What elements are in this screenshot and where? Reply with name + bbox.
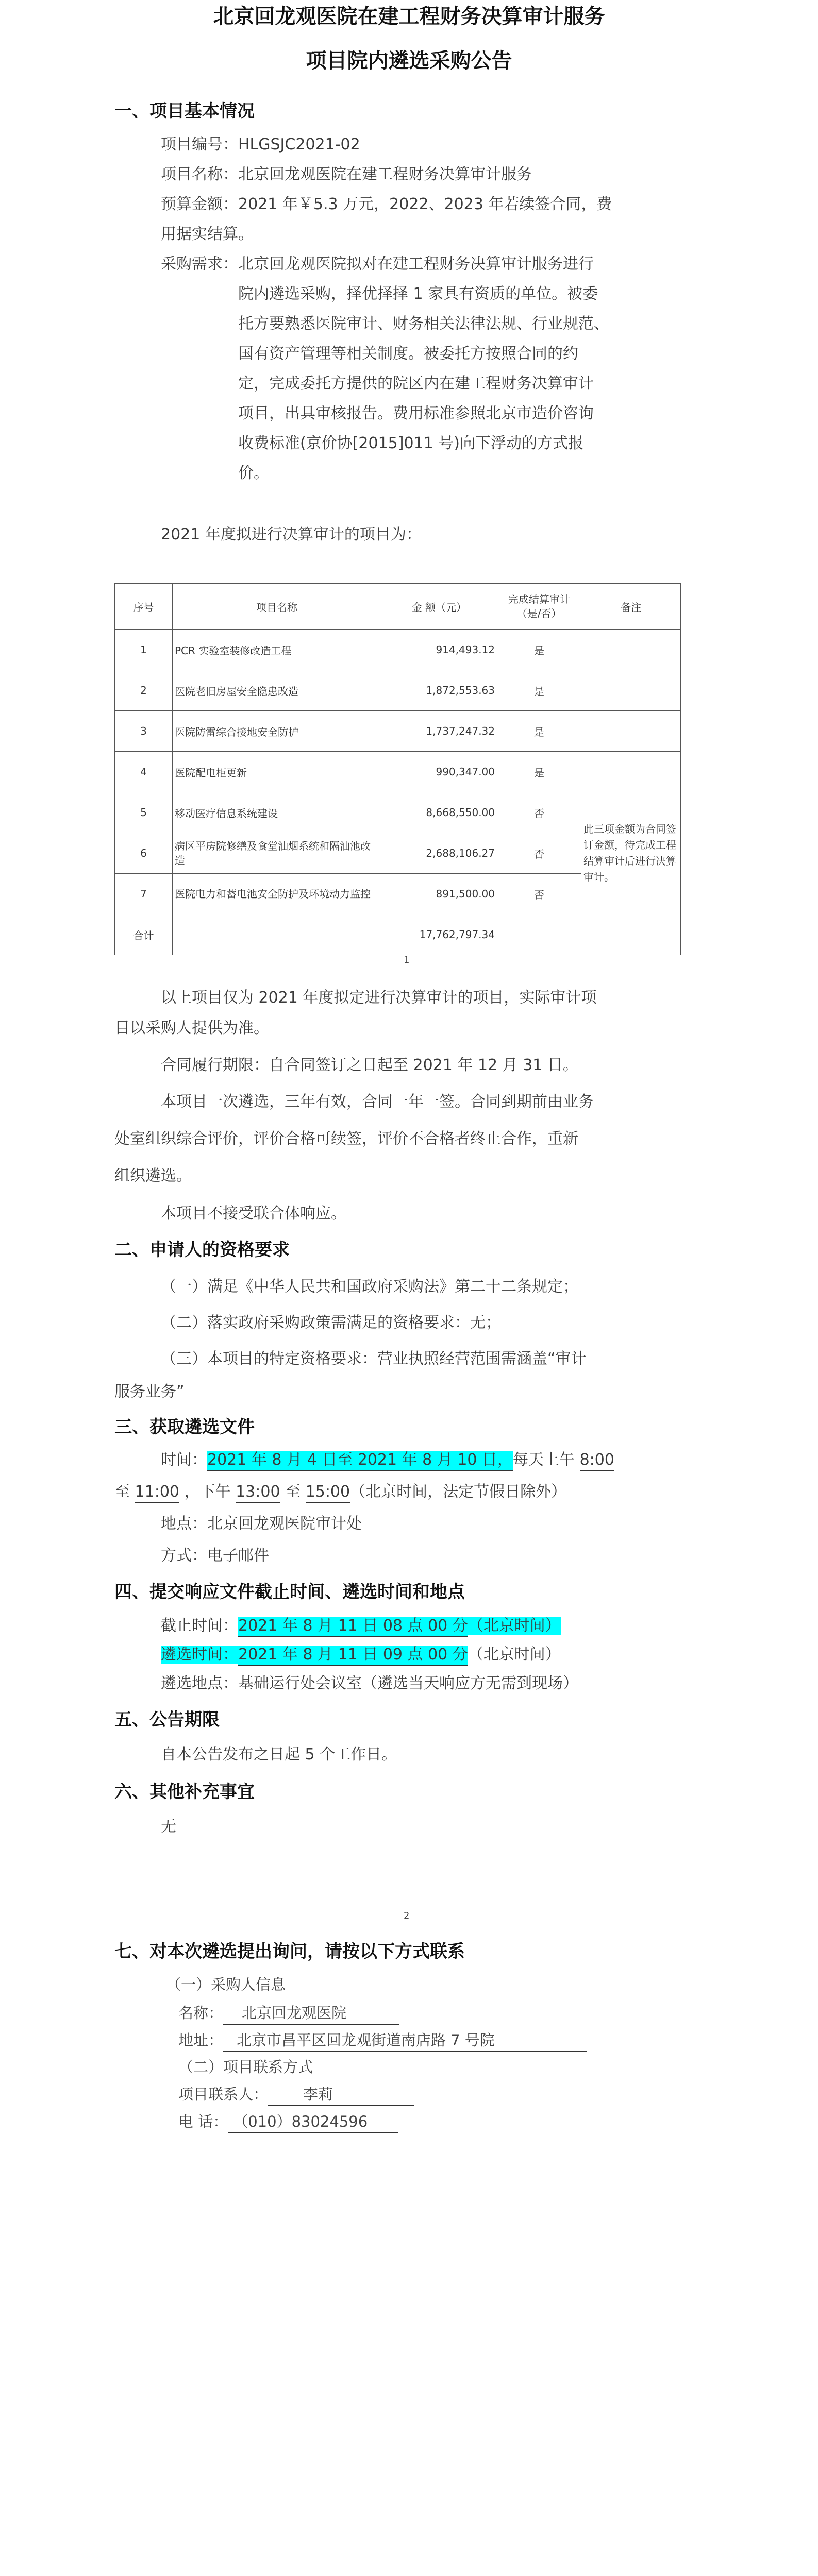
acquire-time-line-2: [114, 1479, 566, 1501]
section5-heading: 五、公告期限: [114, 1709, 220, 1730]
time-1500: 15:00: [306, 1483, 350, 1503]
row-done: 是: [497, 711, 581, 752]
row-name: 医院电力和蓄电池安全防护及环境动力监控: [173, 874, 381, 914]
row-name: 病区平房院修缮及食堂油烟系统和隔油池改造: [173, 833, 381, 874]
page-number: 2: [404, 1910, 410, 1921]
row-name: 移动医疗信息系统建设: [173, 792, 381, 833]
row-no: 5: [115, 792, 173, 833]
contact-person-label: 项目联系人：: [178, 2086, 269, 2103]
row-amount: 891,500.00: [381, 874, 497, 914]
row-no: 1: [115, 630, 173, 670]
contact-phone-label: 电 话：: [178, 2113, 228, 2130]
table-row: [115, 711, 681, 752]
row-done: 是: [497, 670, 581, 711]
section7-heading: 七、对本次遴选提出询问，请按以下方式联系: [114, 1941, 465, 1962]
section4-heading: 四、提交响应文件截止时间、遴选时间和地点: [114, 1582, 465, 1602]
select-label: 遴选时间：: [161, 1646, 238, 1664]
time-1300: 13:00: [236, 1483, 280, 1503]
qualification-1: （一）满足《中华人民共和国政府采购法》第二十二条规定；: [161, 1278, 578, 1296]
row-note: 此三项金额为合同签订金额，待完成工程结算审计后进行决算审计。: [581, 792, 681, 914]
table-intro: 2021 年度拟进行决算审计的项目为：: [161, 526, 422, 544]
time-to-2: 至: [280, 1483, 306, 1501]
budget-line-2: 用据实结算。: [161, 225, 254, 243]
row-note-empty: [581, 711, 681, 752]
demand-line-6: 项目，出具审核报告。费用标准参照北京市造价咨询: [238, 404, 594, 422]
announcement-period: 自本公告发布之日起 5 个工作日。: [161, 1745, 397, 1764]
row-done: 否: [497, 874, 581, 914]
time-1100: 11:00: [135, 1483, 179, 1503]
time-note: （北京时间，法定节假日除外）: [350, 1483, 567, 1501]
project-number: 项目编号：HLGSJC2021-02: [161, 135, 360, 154]
header-amount: 金 额（元）: [381, 584, 497, 630]
total-done-empty: [497, 914, 581, 955]
selection-line-1: 本项目一次遴选，三年有效，合同一年一签。合同到期前由业务: [161, 1093, 594, 1111]
table-row: [115, 670, 681, 711]
row-done: 是: [497, 630, 581, 670]
row-amount: 914,493.12: [381, 630, 497, 670]
row-amount: 990,347.00: [381, 752, 497, 792]
demand-line-8: 价。: [238, 464, 269, 482]
selection-line-3: 组织遴选。: [114, 1167, 192, 1185]
row-amount: 2,688,106.27: [381, 833, 497, 874]
audit-projects-table: [114, 583, 681, 955]
total-label: 合计: [115, 914, 173, 955]
row-no: 6: [115, 833, 173, 874]
select-tz: （北京时间）: [468, 1646, 561, 1664]
deadline-tz: （北京时间）: [468, 1617, 561, 1635]
demand-line-3: 托方要熟悉医院审计、财务相关法律法规、行业规范、: [238, 315, 609, 333]
row-amount: 1,737,247.32: [381, 711, 497, 752]
row-note-empty: [581, 630, 681, 670]
time-pm: ，下午: [179, 1483, 236, 1501]
demand-label: 采购需求：: [161, 255, 238, 273]
select-value: 2021 年 8 月 11 日 09 点 00 分: [238, 1646, 468, 1666]
no-consortium: 本项目不接受联合体响应。: [161, 1205, 346, 1223]
row-amount: 1,872,553.63: [381, 670, 497, 711]
contract-period: 合同履行期限：自合同签订之日起至 2021 年 12 月 31 日。: [161, 1056, 578, 1074]
scope-note-line-1: 以上项目仅为 2021 年度拟定进行决算审计的项目，实际审计项: [161, 989, 597, 1007]
buyer-address-value: 北京市昌平区回龙观街道南店路 7 号院: [223, 2029, 587, 2052]
table-row: [115, 630, 681, 670]
deadline-value: 2021 年 8 月 11 日 08 点 00 分: [238, 1617, 468, 1637]
demand-line-7: 收费标准(京价协[2015]011 号)向下浮动的方式报: [238, 434, 583, 452]
buyer-address-label: 地址：: [178, 2031, 224, 2049]
project-name: 项目名称：北京回龙观医院在建工程财务决算审计服务: [161, 165, 532, 183]
acquire-dates-highlight: 2021 年 8 月 4 日至 2021 年 8 月 10 日，: [207, 1451, 513, 1471]
qualification-3-cont: 服务业务”: [114, 1383, 185, 1401]
other-matters: 无: [161, 1818, 176, 1836]
table-row: [115, 752, 681, 792]
demand-line-2: 院内遴选采购，择优择择 1 家具有资质的单位。被委: [238, 285, 598, 303]
time-label: 时间：: [161, 1451, 207, 1469]
title-line-1: 北京回龙观医院在建工程财务决算审计服务: [213, 4, 605, 28]
time-to: 至: [114, 1483, 135, 1501]
row-name: PCR 实验室装修改造工程: [173, 630, 381, 670]
contact-title: （二）项目联系方式: [178, 2058, 313, 2076]
deadline-label: 截止时间：: [161, 1617, 238, 1635]
row-no: 4: [115, 752, 173, 792]
row-done: 否: [497, 792, 581, 833]
qualification-3: （三）本项目的特定资格要求：营业执照经营范围需涵盖“审计: [161, 1350, 587, 1368]
row-no: 2: [115, 670, 173, 711]
select-place: 遴选地点：基础运行处会议室（遴选当天响应方无需到现场）: [161, 1674, 578, 1692]
buyer-info-title: （一）采购人信息: [166, 1976, 286, 1993]
total-note-empty: [581, 914, 681, 955]
page-number: 1: [404, 955, 410, 965]
acquire-time-line-1: [161, 1447, 614, 1469]
time-tail: 每天上午: [513, 1451, 580, 1469]
row-name: 医院防雷综合接地安全防护: [173, 711, 381, 752]
buyer-name-label: 名称：: [178, 2004, 224, 2022]
buyer-name-value: 北京回龙观医院: [223, 2002, 399, 2025]
qualification-2: （二）落实政府采购政策需满足的资格要求：无；: [161, 1314, 501, 1332]
contact-person-value: 李莉: [268, 2083, 414, 2106]
row-note-empty: [581, 752, 681, 792]
row-no: 7: [115, 874, 173, 914]
select-time-line: [161, 1641, 561, 1664]
section6-heading: 六、其他补充事宜: [114, 1782, 255, 1802]
buyer-name-line: [178, 2002, 399, 2025]
section1-heading: 一、项目基本情况: [114, 101, 255, 122]
contact-phone-value: （010）83024596: [228, 2110, 398, 2133]
row-no: 3: [115, 711, 173, 752]
title-line-2: 项目院内遴选采购公告: [306, 48, 512, 73]
section3-heading: 三、获取遴选文件: [114, 1417, 255, 1437]
contact-person-line: [178, 2083, 414, 2106]
header-note: 备注: [581, 584, 681, 630]
row-amount: 8,668,550.00: [381, 792, 497, 833]
header-no: 序号: [115, 584, 173, 630]
row-done: 否: [497, 833, 581, 874]
row-name: 医院配电柜更新: [173, 752, 381, 792]
contact-phone-line: [178, 2110, 398, 2133]
table-header-row: [115, 584, 681, 630]
deadline-line: [161, 1613, 561, 1635]
buyer-address-line: [178, 2029, 587, 2052]
scope-note-line-2: 目以采购人提供为准。: [114, 1019, 269, 1037]
header-done: 完成结算审计（是/否）: [497, 584, 581, 630]
acquire-place: 地点：北京回龙观医院审计处: [161, 1515, 362, 1533]
header-name: 项目名称: [173, 584, 381, 630]
total-name-empty: [173, 914, 381, 955]
demand-line-5: 定，完成委托方提供的院区内在建工程财务决算审计: [238, 375, 594, 393]
selection-line-2: 处室组织综合评价，评价合格可续签，评价不合格者终止合作，重新: [114, 1130, 578, 1148]
demand-line-1: 北京回龙观医院拟对在建工程财务决算审计服务进行: [238, 255, 594, 273]
total-amount: 17,762,797.34: [381, 914, 497, 955]
section2-heading: 二、申请人的资格要求: [114, 1240, 290, 1260]
table-total-row: [115, 914, 681, 955]
row-note-empty: [581, 670, 681, 711]
acquire-method: 方式：电子邮件: [161, 1547, 269, 1565]
row-done: 是: [497, 752, 581, 792]
time-0800: 8:00: [580, 1451, 614, 1471]
budget-line-1: 预算金额：2021 年￥5.3 万元，2022、2023 年若续签合同，费: [161, 195, 612, 213]
table-row: [115, 792, 681, 833]
row-name: 医院老旧房屋安全隐患改造: [173, 670, 381, 711]
demand-line-4: 国有资产管理等相关制度。被委托方按照合同的约: [238, 345, 578, 363]
